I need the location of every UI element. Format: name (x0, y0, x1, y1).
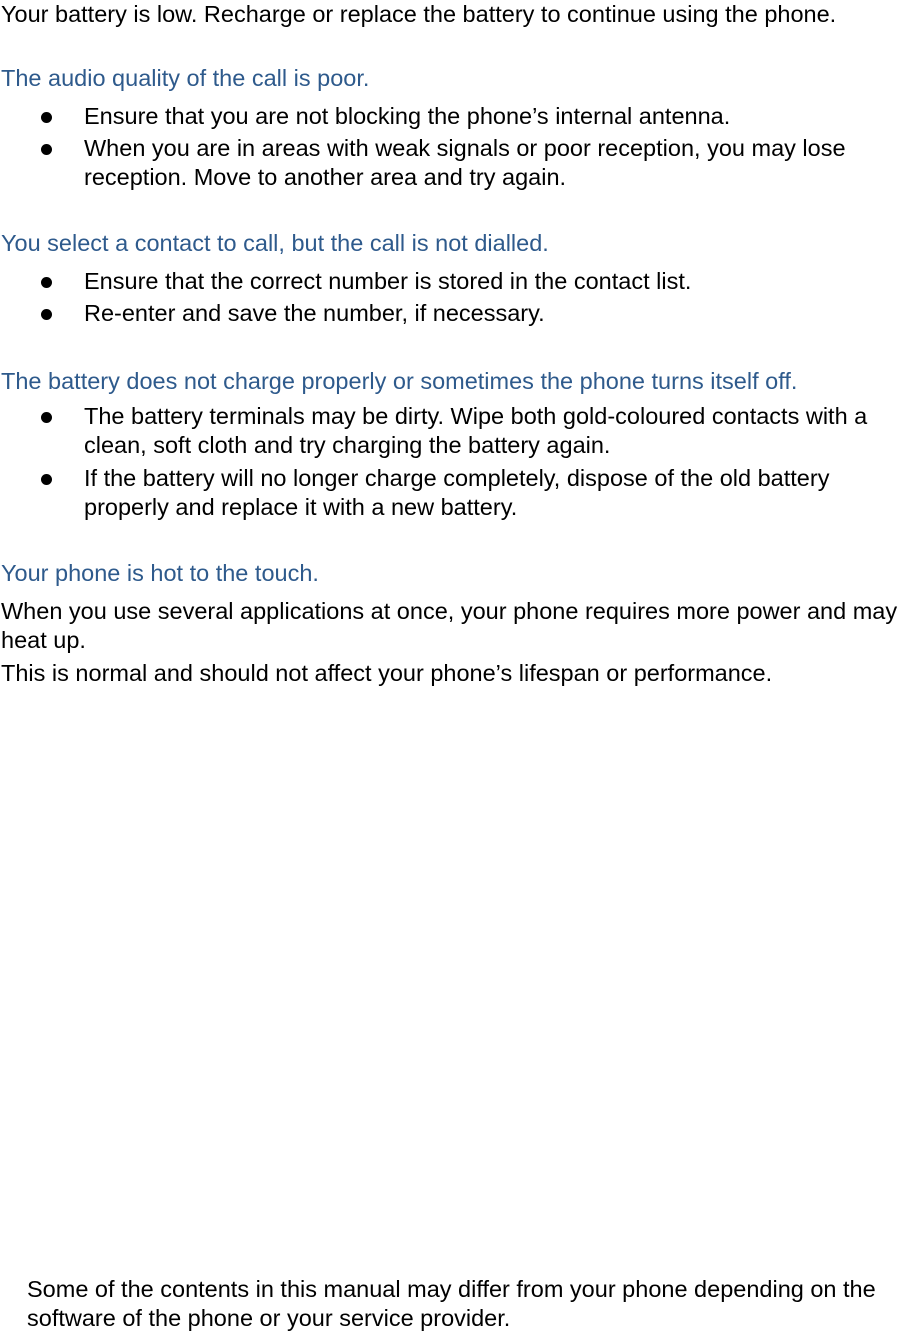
bullet-text: Re-enter and save the number, if necessary. (84, 300, 545, 326)
section-heading-phone-hot: Your phone is hot to the touch. (1, 560, 319, 586)
bullet-text: If the battery will no longer charge completely, dispose of the old battery properly and replace it with a new battery. (84, 465, 830, 520)
bullet-icon (41, 309, 52, 320)
bullet-item (0, 299, 918, 328)
bullet-text: Ensure that the correct number is stored in the contact list. (84, 268, 692, 294)
section-heading-battery-charge: The battery does not charge properly or sometimes the phone turns itself off. (1, 368, 798, 394)
audio-quality-bullet-list (0, 102, 918, 192)
bullet-item (0, 134, 918, 192)
section-heading-audio-quality: The audio quality of the call is poor. (1, 65, 370, 91)
bullet-icon (41, 277, 52, 288)
phone-hot-paragraph-normal: This is normal and should not affect your phone’s lifespan or performance. (1, 660, 773, 686)
bullet-icon (41, 144, 52, 155)
phone-hot-paragraph: When you use several applications at once, your phone requires more power and may heat up. (1, 598, 898, 653)
bullet-icon (41, 412, 52, 423)
section-heading-contact-not-dialled: You select a contact to call, but the call is not dialled. (1, 230, 549, 256)
bullet-item (0, 402, 918, 460)
bullet-item (0, 464, 918, 522)
bullet-text: When you are in areas with weak signals or poor reception, you may lose reception. Move to another area and try again. (84, 135, 846, 190)
bullet-text: The battery terminals may be dirty. Wipe both gold-coloured contacts with a clean, soft cloth and try charging the battery again. (84, 403, 868, 458)
battery-charge-bullet-list (0, 402, 918, 522)
battery-low-text: Your battery is low. Recharge or replace the battery to continue using the phone. (1, 1, 837, 27)
manual-disclaimer-note: Some of the contents in this manual may differ from your phone depending on the software of the phone or your service provider. (27, 1276, 876, 1331)
contact-not-dialled-bullet-list (0, 267, 918, 328)
bullet-icon (41, 474, 52, 485)
bullet-item (0, 102, 918, 131)
bullet-item (0, 267, 918, 296)
bullet-icon (41, 112, 52, 123)
bullet-text: Ensure that you are not blocking the phone’s internal antenna. (84, 103, 731, 129)
